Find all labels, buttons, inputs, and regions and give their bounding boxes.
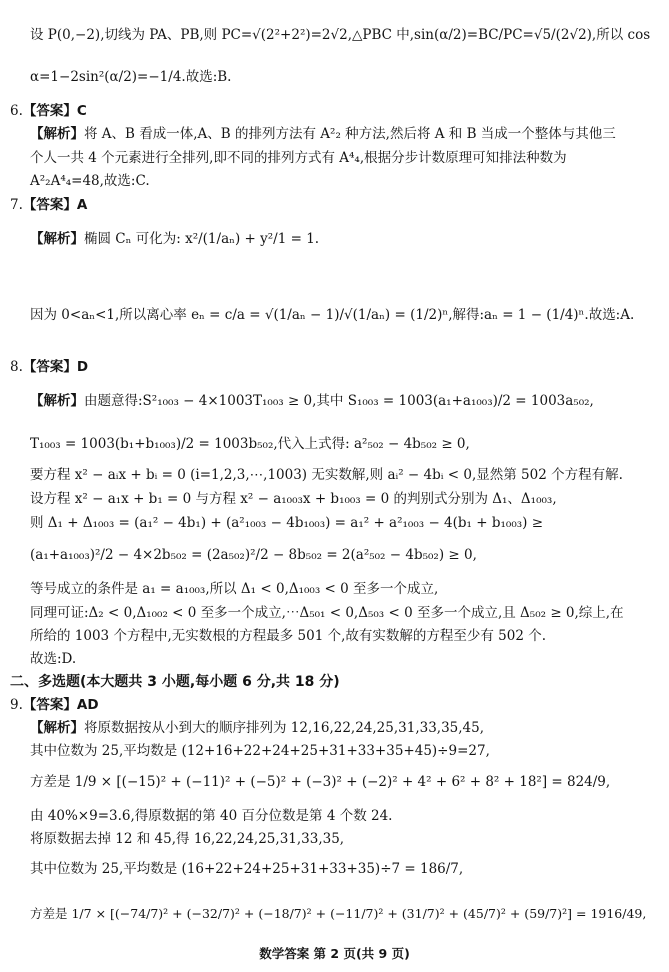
q6-line-1 bbox=[30, 125, 616, 143]
q8-line-5: 则 Δ₁ + Δ₁₀₀₃ = (a₁² − 4b₁) + (a²₁₀₀₃ − 4b₁₀₀₃) = a₁² + a²₁₀₀₃ − 4(b₁ + b₁₀₀₃) ≥ bbox=[30, 515, 544, 531]
q8-text-1: 由题意得:S²₁₀₀₃ − 4×1003T₁₀₀₃ ≥ 0,其中 S₁₀₀₃ = 1003(a₁+a₁₀₀₃)/2 = 1003a₅₀₂, bbox=[84, 393, 594, 409]
q9-line-7: 方差是 1/7 × [(−74/7)² + (−32/7)² + (−18/7)² + (−11/7)² + (31/7)² + (45/7)² + (59/7)²] = 1916/49, bbox=[30, 906, 647, 921]
q9-line-3: 方差是 1/9 × [(−15)² + (−11)² + (−5)² + (−3)² + (−2)² + 4² + 6² + 8² + 18²] = 824/9, bbox=[30, 774, 611, 790]
q8-line-10: 故选:D. bbox=[30, 651, 77, 667]
q9-answer: 【答案】AD bbox=[22, 697, 99, 713]
q8-line-4: 设方程 x² − a₁x + b₁ = 0 与方程 x² − a₁₀₀₃x + b₁₀₀₃ = 0 的判别式分别为 Δ₁、Δ₁₀₀₃, bbox=[30, 491, 557, 507]
q9-line-1 bbox=[30, 719, 484, 737]
q8-header bbox=[10, 358, 88, 376]
q8-line-9: 所给的 1003 个方程中,无实数根的方程最多 501 个,故有实数解的方程至少有 502 个. bbox=[30, 628, 547, 644]
q6-answer: 【答案】C bbox=[22, 103, 87, 119]
q5-line-1: 设 P(0,−2),切线为 PA、PB,则 PC=√(2²+2²)=2√2,△PBC 中,sin(α/2)=BC/PC=√5/(2√2),所以 cos bbox=[30, 27, 651, 43]
q8-answer: 【答案】D bbox=[22, 359, 89, 375]
q9-header bbox=[10, 696, 99, 714]
q8-line-1 bbox=[30, 392, 594, 410]
q5-line-2: α=1−2sin²(α/2)=−1/4.故选:B. bbox=[30, 69, 232, 85]
q8-line-7: 等号成立的条件是 a₁ = a₁₀₀₃,所以 Δ₁ < 0,Δ₁₀₀₃ < 0 至多一个成立, bbox=[30, 581, 439, 597]
q8-number: 8. bbox=[10, 359, 23, 375]
q6-number: 6. bbox=[10, 103, 23, 119]
q9-line-6: 其中位数为 25,平均数是 (16+22+24+25+31+33+35)÷7 = 186/7, bbox=[30, 861, 464, 877]
q9-line-4: 由 40%×9=3.6,得原数据的第 40 百分位数是第 4 个数 24. bbox=[30, 808, 393, 824]
q6-analysis-tag: 【解析】 bbox=[30, 126, 84, 142]
q9-analysis-tag: 【解析】 bbox=[30, 720, 84, 736]
q9-number: 9. bbox=[10, 697, 23, 713]
q8-line-6: (a₁+a₁₀₀₃)²/2 − 4×2b₅₀₂ = (2a₅₀₂)²/2 − 8b₅₀₂ = 2(a²₅₀₂ − 4b₅₀₂) ≥ 0, bbox=[30, 547, 477, 563]
q9-line-5: 将原数据去掉 12 和 45,得 16,22,24,25,31,33,35, bbox=[30, 831, 345, 847]
q7-number: 7. bbox=[10, 197, 23, 213]
q7-text-1: 椭圆 Cₙ 可化为: x²/(1/aₙ) + y²/1 = 1. bbox=[84, 231, 320, 247]
q8-line-8: 同理可证:Δ₂ < 0,Δ₁₀₀₂ < 0 至多一个成立,⋯Δ₅₀₁ < 0,Δ₅₀₃ < 0 至多一个成立,且 Δ₅₀₂ ≥ 0,综上,在 bbox=[30, 605, 624, 621]
q8-line-2: T₁₀₀₃ = 1003(b₁+b₁₀₀₃)/2 = 1003b₅₀₂,代入上式得: a²₅₀₂ − 4b₅₀₂ ≥ 0, bbox=[30, 436, 470, 452]
q6-line-3: A²₂A⁴₄=48,故选:C. bbox=[30, 173, 150, 189]
q9-line-2: 其中位数为 25,平均数是 (12+16+22+24+25+31+33+35+45)÷9=27, bbox=[30, 743, 490, 759]
q7-line-2: 因为 0<aₙ<1,所以离心率 eₙ = c/a = √(1/aₙ − 1)/√(1/aₙ) = (1/2)ⁿ,解得:aₙ = 1 − (1/4)ⁿ.故选:A. bbox=[30, 307, 635, 323]
q6-text-1: 将 A、B 看成一体,A、B 的排列方法有 A²₂ 种方法,然后将 A 和 B 当成一个整体与其他三 bbox=[84, 126, 616, 142]
q9-text-1: 将原数据按从小到大的顺序排列为 12,16,22,24,25,31,33,35,45, bbox=[84, 720, 485, 736]
q6-header bbox=[10, 102, 87, 120]
q7-answer: 【答案】A bbox=[22, 197, 88, 213]
section-title: 二、多选题(本大题共 3 小题,每小题 6 分,共 18 分) bbox=[10, 674, 340, 690]
q8-analysis-tag: 【解析】 bbox=[30, 393, 84, 409]
q8-line-3: 要方程 x² − aᵢx + bᵢ = 0 (i=1,2,3,⋯,1003) 无实数解,则 aᵢ² − 4bᵢ < 0,显然第 502 个方程有解. bbox=[30, 467, 623, 483]
q7-line-1 bbox=[30, 230, 319, 248]
q6-line-2: 个人一共 4 个元素进行全排列,即不同的排列方式有 A⁴₄,根据分步计数原理可知排法种数为 bbox=[30, 150, 567, 166]
q7-analysis-tag: 【解析】 bbox=[30, 231, 84, 247]
q7-header bbox=[10, 196, 87, 214]
page-footer: 数学答案 第 2 页(共 9 页) bbox=[259, 946, 410, 961]
